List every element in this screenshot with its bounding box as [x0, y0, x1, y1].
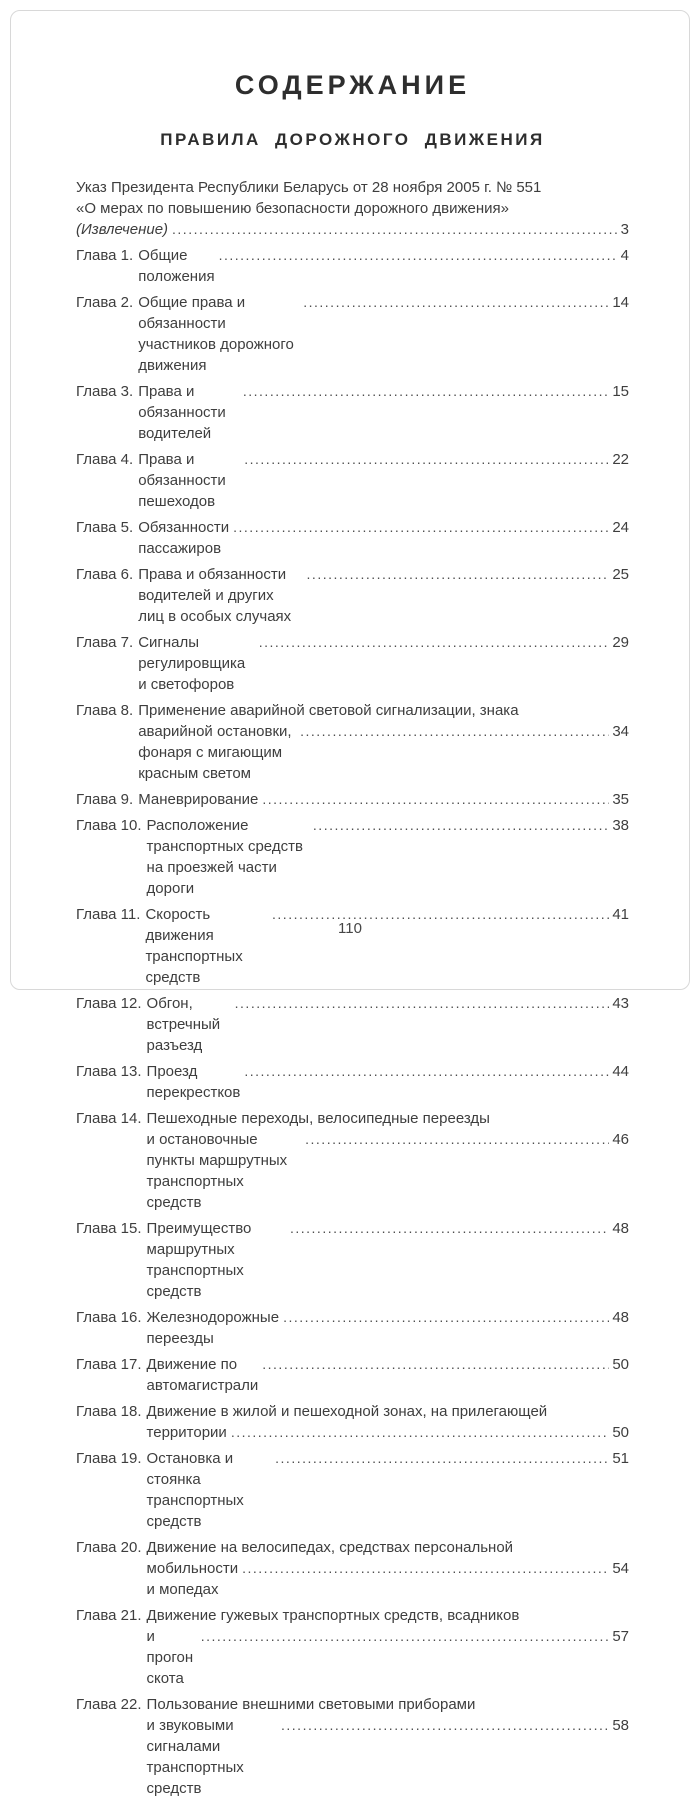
dot-leader — [231, 1422, 610, 1443]
entry-last-line — [147, 1218, 629, 1302]
entry-last-text: Общие права и обязанности участников дорожного движения — [138, 294, 294, 374]
document-page — [10, 10, 690, 1797]
entry-chapter-label: Глава 19. — [76, 1450, 142, 1467]
entry-chapter-label: Глава 5. — [76, 519, 134, 536]
entry-last-line — [145, 904, 629, 988]
dot-leader — [235, 993, 610, 1014]
entry-last-text: и остановочные пункты маршрутных транспортных средств — [146, 1131, 288, 1211]
dot-leader — [275, 1448, 609, 1469]
entry-content — [145, 904, 629, 988]
entry-page-number: 24 — [612, 519, 629, 536]
entry-content — [147, 1061, 629, 1103]
entry-last-line — [147, 1129, 629, 1213]
dot-leader — [305, 1129, 609, 1150]
entry-page-number: 46 — [612, 1131, 629, 1148]
entry-chapter-label: Глава 11. — [76, 906, 141, 923]
toc-list — [76, 177, 629, 1799]
toc-entry — [76, 815, 629, 899]
entry-content — [147, 1448, 629, 1532]
dot-leader — [300, 721, 609, 742]
entry-last-line — [138, 721, 629, 784]
dot-leader — [233, 517, 609, 538]
dot-leader — [307, 564, 610, 585]
toc-entry — [76, 1605, 629, 1689]
entry-page-number: 38 — [612, 817, 629, 834]
dot-leader — [259, 632, 610, 653]
entry-page-number: 22 — [612, 451, 629, 468]
entry-text-line: Пользование внешними световыми приборами — [146, 1696, 476, 1713]
dot-leader — [242, 1558, 609, 1579]
entry-content — [138, 564, 629, 627]
entry-content — [138, 449, 629, 512]
dot-leader — [262, 1354, 609, 1375]
entry-content — [147, 1108, 629, 1213]
dot-leader — [244, 1061, 609, 1082]
entry-page-number: 29 — [612, 634, 629, 651]
entry-last-line — [138, 632, 629, 695]
dot-leader — [281, 1715, 609, 1736]
entry-chapter-label: Глава 21. — [76, 1607, 142, 1624]
toc-entry — [76, 564, 629, 627]
entry-last-text: территории — [146, 1424, 227, 1441]
toc-entry — [76, 993, 629, 1056]
entry-chapter-label: Глава 14. — [76, 1110, 142, 1127]
toc-entry — [76, 292, 629, 376]
entry-last-line — [147, 1354, 629, 1396]
toc-entry — [76, 1537, 629, 1600]
entry-chapter-label: Глава 9. — [76, 791, 134, 808]
entry-last-line — [138, 517, 629, 559]
entry-content — [147, 1401, 629, 1443]
entry-text-line: Движение на велосипедах, средствах персональной — [146, 1539, 514, 1556]
entry-last-text: (Извлечение) — [76, 221, 169, 238]
entry-last-text: Расположение транспортных средств на проезжей части дороги — [146, 817, 303, 897]
dot-leader — [219, 245, 618, 266]
entry-page-number: 4 — [620, 247, 629, 264]
entry-last-text: аварийной остановки, фонаря с мигающим красным светом — [138, 723, 292, 782]
page-subtitle: ПРАВИЛА ДОРОЖНОГО ДВИЖЕНИЯ — [160, 130, 545, 149]
toc-entry — [76, 904, 629, 988]
entry-content — [147, 1307, 629, 1349]
entry-content — [147, 815, 629, 899]
footer-page-number: 110 — [338, 920, 362, 937]
toc-entry — [76, 177, 629, 240]
toc-entry — [76, 517, 629, 559]
entry-content — [147, 1354, 629, 1396]
toc-entry — [76, 1218, 629, 1302]
entry-last-text: Железнодорожные переезды — [146, 1309, 280, 1347]
entry-last-text: Права и обязанности водителей и других лиц в особых случаях — [138, 566, 292, 625]
toc-entry — [76, 1108, 629, 1213]
entry-text-line: Движение гужевых транспортных средств, всадников — [146, 1607, 520, 1624]
entry-content — [138, 381, 629, 444]
dot-leader — [244, 449, 609, 470]
entry-chapter-label: Глава 20. — [76, 1539, 142, 1556]
entry-chapter-label: Глава 3. — [76, 383, 134, 400]
dot-leader — [283, 1307, 609, 1328]
entry-page-number: 43 — [612, 995, 629, 1012]
entry-last-text: Обязанности пассажиров — [138, 519, 230, 557]
entry-page-number: 35 — [612, 791, 629, 808]
page-title: СОДЕРЖАНИЕ — [234, 70, 471, 100]
entry-page-number: 50 — [612, 1356, 629, 1373]
entry-content — [138, 245, 629, 287]
entry-last-line — [138, 245, 629, 287]
dot-leader — [313, 815, 609, 836]
dot-leader — [303, 292, 609, 313]
entry-last-line — [147, 1626, 629, 1689]
entry-chapter-label: Глава 8. — [76, 702, 134, 719]
toc-entry — [76, 789, 629, 810]
toc-entry — [76, 381, 629, 444]
entry-last-line — [147, 1715, 629, 1799]
entry-last-line — [147, 1448, 629, 1532]
entry-content — [147, 993, 629, 1056]
dot-leader — [201, 1626, 610, 1647]
toc-entry — [76, 700, 629, 784]
entry-chapter-label: Глава 13. — [76, 1063, 142, 1080]
entry-last-line — [138, 381, 629, 444]
toc-entry — [76, 449, 629, 512]
entry-text-line: Пешеходные переходы, велосипедные переезды — [146, 1110, 490, 1127]
entry-last-line — [138, 564, 629, 627]
entry-content — [147, 1537, 629, 1600]
toc-entry — [76, 1354, 629, 1396]
entry-chapter-label: Глава 16. — [76, 1309, 142, 1326]
entry-last-text: Преимущество маршрутных транспортных средств — [146, 1220, 252, 1300]
entry-chapter-label: Глава 2. — [76, 294, 134, 311]
entry-content — [76, 177, 629, 240]
toc-entry — [76, 1061, 629, 1103]
entry-last-text: мобильности и мопедах — [146, 1560, 239, 1598]
entry-last-line — [147, 1061, 629, 1103]
entry-last-text: Общие положения — [138, 247, 215, 285]
entry-chapter-label: Глава 1. — [76, 247, 134, 264]
entry-last-text: Права и обязанности водителей — [138, 383, 226, 442]
entry-chapter-label: Глава 7. — [76, 634, 134, 651]
entry-text-line: Указ Президента Республики Беларусь от 28 ноября 2005 г. № 551 — [76, 179, 542, 196]
entry-page-number: 44 — [612, 1063, 629, 1080]
entry-last-line — [138, 789, 629, 810]
dot-leader — [262, 789, 609, 810]
dot-leader — [172, 219, 618, 240]
entry-page-number: 57 — [612, 1628, 629, 1645]
entry-last-line — [76, 219, 629, 240]
dot-leader — [290, 1218, 609, 1239]
entry-chapter-label: Глава 18. — [76, 1403, 142, 1420]
entry-last-text: и прогон скота — [146, 1628, 194, 1687]
entry-content — [138, 517, 629, 559]
entry-chapter-label: Глава 22. — [76, 1696, 142, 1713]
toc-entry — [76, 245, 629, 287]
entry-page-number: 58 — [612, 1717, 629, 1734]
entry-last-line — [138, 292, 629, 376]
entry-content — [138, 700, 629, 784]
entry-page-number: 50 — [612, 1424, 629, 1441]
entry-page-number: 48 — [612, 1220, 629, 1237]
entry-last-text: Движение по автомагистрали — [146, 1356, 259, 1394]
entry-last-line — [147, 815, 629, 899]
entry-last-line — [138, 449, 629, 512]
entry-text-line: Движение в жилой и пешеходной зонах, на прилегающей — [146, 1403, 548, 1420]
entry-chapter-label: Глава 12. — [76, 995, 142, 1012]
entry-content — [147, 1605, 629, 1689]
entry-page-number: 54 — [612, 1560, 629, 1577]
entry-last-text: и звуковыми сигналами транспортных средств — [146, 1717, 244, 1797]
entry-content — [147, 1218, 629, 1302]
entry-chapter-label: Глава 17. — [76, 1356, 142, 1373]
entry-last-text: Обгон, встречный разъезд — [146, 995, 221, 1054]
entry-page-number: 41 — [612, 906, 629, 923]
entry-last-text: Проезд перекрестков — [146, 1063, 241, 1101]
toc-entry — [76, 1401, 629, 1443]
entry-page-number: 14 — [612, 294, 629, 311]
toc-entry — [76, 1448, 629, 1532]
entry-page-number: 25 — [612, 566, 629, 583]
toc-entry — [76, 1694, 629, 1799]
entry-last-line — [147, 993, 629, 1056]
entry-chapter-label: Глава 6. — [76, 566, 134, 583]
entry-page-number: 51 — [612, 1450, 629, 1467]
entry-content — [138, 789, 629, 810]
dot-leader — [243, 381, 609, 402]
entry-last-line — [147, 1307, 629, 1349]
entry-last-line — [147, 1422, 629, 1443]
entry-last-line — [147, 1558, 629, 1600]
entry-last-text: Остановка и стоянка транспортных средств — [146, 1450, 244, 1530]
entry-page-number: 48 — [612, 1309, 629, 1326]
entry-last-text: Маневрирование — [138, 791, 259, 808]
entry-page-number: 34 — [612, 723, 629, 740]
toc-entry — [76, 632, 629, 695]
entry-chapter-label: Глава 4. — [76, 451, 134, 468]
entry-content — [138, 632, 629, 695]
entry-chapter-label: Глава 15. — [76, 1220, 142, 1237]
entry-page-number: 15 — [612, 383, 629, 400]
entry-text-line: «О мерах по повышению безопасности дорожного движения» — [76, 200, 510, 217]
toc-entry — [76, 1307, 629, 1349]
entry-content — [147, 1694, 629, 1799]
entry-last-text: Сигналы регулировщика и светофоров — [138, 634, 246, 693]
entry-last-text: Скорость движения транспортных средств — [145, 906, 243, 986]
entry-chapter-label: Глава 10. — [76, 817, 142, 834]
entry-last-text: Права и обязанности пешеходов — [138, 451, 226, 510]
entry-text-line: Применение аварийной световой сигнализации, знака — [138, 702, 519, 719]
entry-page-number: 3 — [620, 221, 629, 238]
entry-content — [138, 292, 629, 376]
